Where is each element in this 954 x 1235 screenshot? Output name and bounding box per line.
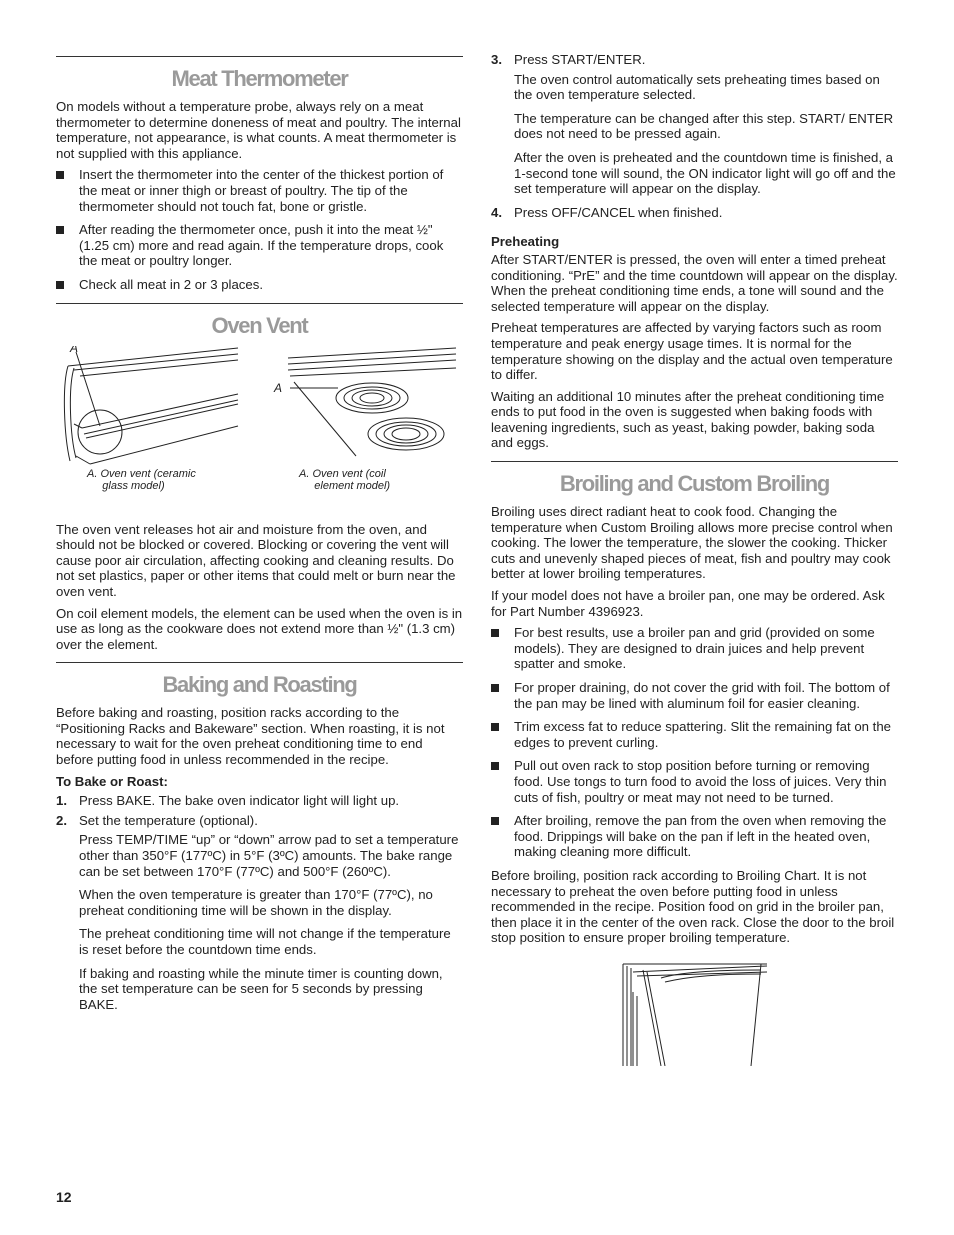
step-number: 3. [491,52,502,67]
bullet-item [491,758,898,805]
bullet-square-icon [491,762,499,770]
bullet-item [491,719,898,750]
broiling-para: Broiling uses direct radiant heat to cook food. Changing the temperature when Custom Broiling allows more precise control when cooking. The lower the temperature, the slower the cooking. Thicker cuts and unevenly shaped pieces of meat, fish and poultry may cook better at lower broiling temperatures. [491,504,893,582]
meat-thermometer-intro: On models without a temperature probe, always rely on a meat thermometer to determine doneness of meat and poultry. The internal temperature, not appearance, is what counts. A meat thermometer is not supplied with this appliance. [56,99,461,161]
bullet-text: Trim excess fat to reduce spattering. Slit the remaining fat on the edges to prevent curling. [514,719,892,750]
step-number: 2. [56,812,67,828]
baking-intro: Before baking and roasting, position racks according to the “Positioning Racks and Bakeware” section. When roasting, it is not necessary to wait for the oven preheat conditioning time to end before putting food in unless recommended in the recipe. [56,705,445,768]
bullet-item [491,680,898,711]
oven-vent-figure [56,346,463,514]
step-detail: The oven control automatically sets preheating times based on the oven temperature selected. [514,71,880,103]
step-item [56,793,463,809]
step-item [56,813,463,829]
broiling-heading: Broiling and Custom Broiling [559,471,830,497]
step-detail: If baking and roasting while the minute timer is counting down, the set temperature can be seen for 5 seconds by pressing BAKE. [79,965,443,1012]
step-number: 4. [491,204,502,220]
section-divider [56,662,463,663]
step-text: Press OFF/CANCEL when finished. [514,204,723,220]
bullet-item [491,813,898,860]
step-text: Press START/ENTER. [514,52,646,67]
callout-label-a: A [274,380,283,395]
bullet-item [56,222,463,269]
bullet-square-icon [491,817,499,825]
section-divider [491,461,898,462]
caption-ceramic-glass: A. Oven vent (ceramic glass model) [87,467,196,493]
callout-label-a: A [70,345,79,355]
bullet-text: Check all meat in 2 or 3 places. [79,276,263,292]
step-detail: The temperature can be changed after this step. START/ ENTER does not need to be pressed again. [514,110,894,142]
bullet-item [56,277,463,293]
bullet-item [491,625,898,672]
preheating-para: Preheat temperatures are affected by varying factors such as room temperature and peak energy usage times. It is normal for the temperature showing on the display and the actual oven temperature to differ. [491,320,893,383]
bullet-square-icon [491,684,499,692]
bullet-square-icon [56,226,64,234]
oven-door-broil-stop-illustration [621,962,771,1066]
bullet-text: For proper draining, do not cover the grid with foil. The bottom of the pan may be lined with aluminum foil for easier cleaning. [514,680,890,711]
step-detail: After the oven is preheated and the countdown time is finished, a 1-second tone will sound, the ON indicator light will go off and the set temperature will appear on the display. [514,149,896,197]
right-column [491,52,898,1066]
bullet-square-icon [491,629,499,637]
step-item [491,52,898,68]
bullet-text: For best results, use a broiler pan and grid (provided on some models). They are designed to drain juices and help prevent spatter and smoke. [514,625,875,672]
step-text: Set the temperature (optional). [79,812,258,828]
bullet-text: Insert the thermometer into the center of the thickest portion of the meat or inner thigh or breast of poultry. The tip of the thermometer should not touch fat, bone or gristle. [79,167,444,214]
oven-vent-para: On coil element models, the element can be used when the oven is in use as long as the cookware does not extend more than ½" (1.3 cm) over the element. [56,605,463,652]
meat-thermometer-heading: Meat Thermometer [171,66,348,91]
step-text: Press BAKE. The bake oven indicator light will light up. [79,793,400,809]
step-detail: The preheat conditioning time will not change if the temperature is reset before the countdown time ends. [79,926,451,957]
step-item [491,205,898,221]
section-divider [56,303,463,304]
step-detail: Press TEMP/TIME “up” or “down” arrow pad to set a temperature other than 350°F (177ºC) in 5°F (3ºC) amounts. The bake range can be set between 170°F (77ºC) and 500°F (260ºC). [79,832,459,879]
oven-vent-heading: Oven Vent [211,312,308,338]
step-number: 1. [56,793,67,809]
page-number: 12 [56,1189,72,1205]
caption-coil-element: A. Oven vent (coil element model) [299,467,391,493]
bullet-square-icon [491,723,499,731]
bullet-item [56,167,463,214]
bake-roast-subheading: To Bake or Roast: [56,773,168,789]
section-divider [56,56,463,57]
baking-roasting-heading: Baking and Roasting [162,672,357,698]
bullet-text: After broiling, remove the pan from the oven when removing the food. Drippings will bake on the pan if left in the heated oven, making cleaning more difficult. [514,813,887,860]
preheating-para: Waiting an additional 10 minutes after the preheat conditioning time ends to put food in the oven is suggested when baking foods with leavening ingredients, such as yeast, baking powder, baking soda and eggs. [491,388,885,451]
bullet-square-icon [56,281,64,289]
left-column [56,50,463,1020]
step-detail: When the oven temperature is greater than 170°F (77ºC), no preheat conditioning time will be shown in the display. [79,887,433,918]
bullet-text: Pull out oven rack to stop position before turning or removing food. Use tongs to turn food to avoid the loss of juices. Very thin cuts of fish, poultry or meat may not need to be turned. [514,758,887,805]
bullet-text: After reading the thermometer once, push it into the meat ½" (1.25 cm) more and read again. If the temperature drops, cook the meat or poultry longer. [79,222,444,269]
broiling-para: Before broiling, position rack according to Broiling Chart. It is not necessary to preheat the oven before putting food in unless recommended in the recipe. Position food on grid in the broiler pan, then place it in the center of the oven rack. Close the door to the broil stop position to ensure proper broiling temperature. [491,867,895,946]
broiling-para: If your model does not have a broiler pan, one may be ordered. Ask for Part Number 4396923. [491,588,885,619]
oven-vent-para: The oven vent releases hot air and moisture from the oven, and should not be blocked or covered. Blocking or covering the vent will cause poor air circulation, affecting cooking and cleaning results. Do not set plastics, paper or other items that could melt or burn near the oven vent. [56,521,456,599]
preheating-para: After START/ENTER is pressed, the oven will enter a timed preheat conditioning. “PrE” and the time countdown will appear on the display. When the preheat conditioning time ends, a tone will sound and the selected temperature will appear on the display. [491,251,898,314]
preheating-subheading: Preheating [491,234,560,250]
bullet-square-icon [56,171,64,179]
